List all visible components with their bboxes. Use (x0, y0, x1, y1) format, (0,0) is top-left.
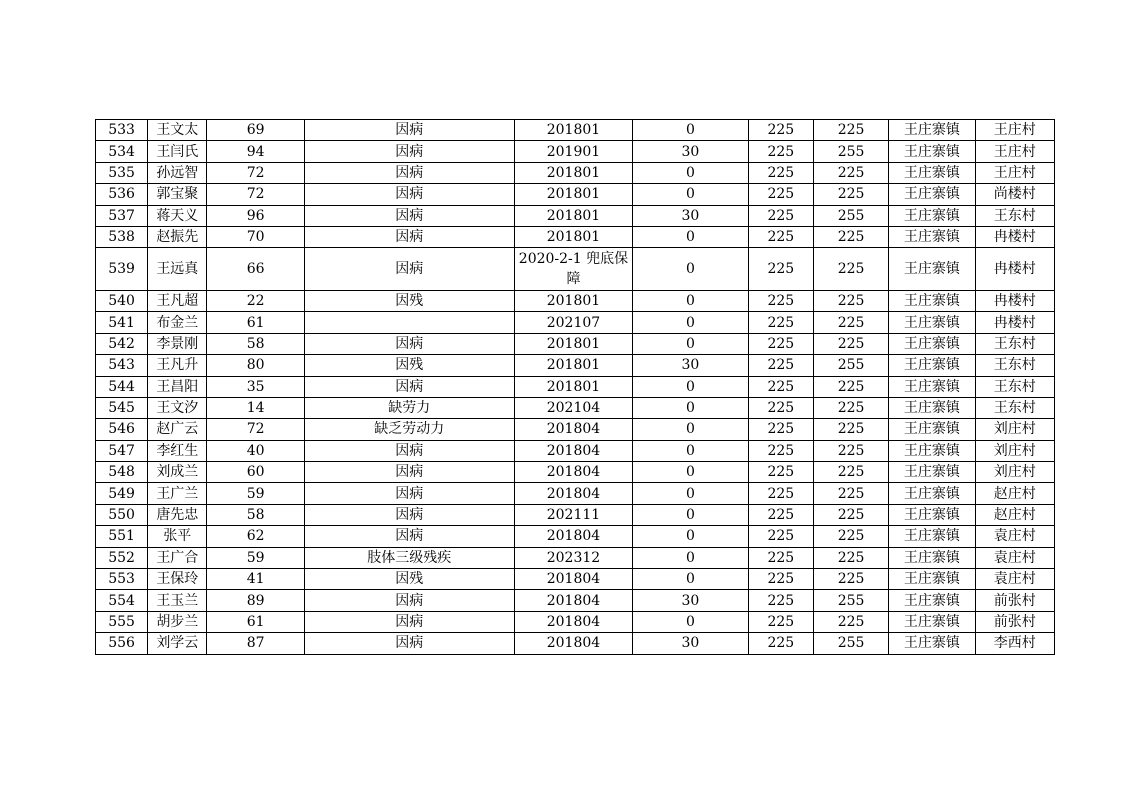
cell-name: 刘学云 (148, 633, 207, 654)
cell-reason: 因病 (304, 205, 514, 226)
table-row (96, 483, 1055, 504)
cell-start-date: 201801 (514, 162, 632, 183)
cell-village: 王东村 (975, 333, 1054, 354)
cell-extra-subsidy: 0 (633, 569, 748, 590)
cell-age: 80 (207, 355, 304, 376)
table-row (96, 397, 1055, 418)
cell-town: 王庄寨镇 (889, 504, 975, 525)
cell-total-amount: 225 (813, 226, 888, 247)
cell-name: 王文汐 (148, 397, 207, 418)
cell-reason: 因残 (304, 355, 514, 376)
cell-start-date: 201801 (514, 226, 632, 247)
cell-total-amount: 225 (813, 397, 888, 418)
cell-reason: 因病 (304, 611, 514, 632)
cell-number: 554 (96, 590, 148, 611)
cell-age: 61 (207, 312, 304, 333)
cell-village: 袁庄村 (975, 569, 1054, 590)
cell-total-amount: 225 (813, 569, 888, 590)
cell-town: 王庄寨镇 (889, 205, 975, 226)
cell-start-date: 201804 (514, 419, 632, 440)
cell-reason: 因病 (304, 141, 514, 162)
cell-extra-subsidy: 0 (633, 162, 748, 183)
cell-start-date: 201801 (514, 376, 632, 397)
cell-village: 李西村 (975, 633, 1054, 654)
cell-reason: 因病 (304, 440, 514, 461)
cell-age: 62 (207, 526, 304, 547)
cell-village: 前张村 (975, 611, 1054, 632)
cell-extra-subsidy: 0 (633, 419, 748, 440)
cell-reason: 因病 (304, 248, 514, 291)
cell-town: 王庄寨镇 (889, 397, 975, 418)
cell-town: 王庄寨镇 (889, 376, 975, 397)
cell-name: 刘成兰 (148, 462, 207, 483)
table-row (96, 184, 1055, 205)
table-row (96, 547, 1055, 568)
cell-reason: 因病 (304, 184, 514, 205)
cell-extra-subsidy: 0 (633, 462, 748, 483)
cell-start-date: 201801 (514, 333, 632, 354)
cell-start-date: 201804 (514, 526, 632, 547)
cell-name: 郭宝聚 (148, 184, 207, 205)
cell-base-amount: 225 (748, 290, 813, 311)
cell-base-amount: 225 (748, 483, 813, 504)
cell-extra-subsidy: 30 (633, 590, 748, 611)
cell-total-amount: 225 (813, 504, 888, 525)
table-row (96, 611, 1055, 632)
cell-name: 孙远智 (148, 162, 207, 183)
cell-total-amount: 255 (813, 355, 888, 376)
cell-extra-subsidy: 0 (633, 290, 748, 311)
cell-extra-subsidy: 0 (633, 312, 748, 333)
cell-base-amount: 225 (748, 226, 813, 247)
cell-name: 王玉兰 (148, 590, 207, 611)
cell-total-amount: 225 (813, 526, 888, 547)
cell-town: 王庄寨镇 (889, 569, 975, 590)
table-row (96, 504, 1055, 525)
table-row (96, 526, 1055, 547)
cell-total-amount: 225 (813, 419, 888, 440)
cell-number: 546 (96, 419, 148, 440)
cell-age: 22 (207, 290, 304, 311)
cell-extra-subsidy: 30 (633, 633, 748, 654)
cell-town: 王庄寨镇 (889, 141, 975, 162)
cell-base-amount: 225 (748, 462, 813, 483)
cell-start-date: 201801 (514, 290, 632, 311)
cell-age: 69 (207, 120, 304, 141)
cell-town: 王庄寨镇 (889, 483, 975, 504)
cell-village: 王东村 (975, 376, 1054, 397)
cell-total-amount: 255 (813, 205, 888, 226)
cell-age: 60 (207, 462, 304, 483)
cell-age: 14 (207, 397, 304, 418)
cell-extra-subsidy: 0 (633, 333, 748, 354)
cell-village: 袁庄村 (975, 547, 1054, 568)
cell-village: 王庄村 (975, 120, 1054, 141)
cell-total-amount: 225 (813, 248, 888, 291)
cell-base-amount: 225 (748, 312, 813, 333)
cell-reason: 因病 (304, 333, 514, 354)
cell-village: 冉楼村 (975, 290, 1054, 311)
cell-extra-subsidy: 0 (633, 440, 748, 461)
cell-name: 王广合 (148, 547, 207, 568)
cell-village: 冉楼村 (975, 248, 1054, 291)
cell-number: 551 (96, 526, 148, 547)
cell-number: 534 (96, 141, 148, 162)
cell-village: 冉楼村 (975, 226, 1054, 247)
cell-village: 王庄村 (975, 162, 1054, 183)
cell-village: 王庄村 (975, 141, 1054, 162)
table-row (96, 226, 1055, 247)
cell-reason: 因病 (304, 462, 514, 483)
cell-total-amount: 255 (813, 141, 888, 162)
cell-age: 61 (207, 611, 304, 632)
cell-total-amount: 225 (813, 547, 888, 568)
cell-start-date: 201804 (514, 569, 632, 590)
cell-base-amount: 225 (748, 141, 813, 162)
cell-name: 胡步兰 (148, 611, 207, 632)
cell-extra-subsidy: 0 (633, 184, 748, 205)
cell-total-amount: 225 (813, 312, 888, 333)
cell-base-amount: 225 (748, 611, 813, 632)
cell-base-amount: 225 (748, 120, 813, 141)
cell-age: 72 (207, 184, 304, 205)
cell-start-date: 201801 (514, 355, 632, 376)
cell-start-date: 201804 (514, 440, 632, 461)
cell-number: 542 (96, 333, 148, 354)
cell-name: 王文太 (148, 120, 207, 141)
cell-start-date: 202312 (514, 547, 632, 568)
cell-age: 70 (207, 226, 304, 247)
cell-name: 赵广云 (148, 419, 207, 440)
cell-number: 539 (96, 248, 148, 291)
table-row (96, 633, 1055, 654)
table-row (96, 333, 1055, 354)
cell-town: 王庄寨镇 (889, 419, 975, 440)
table-row (96, 355, 1055, 376)
cell-number: 545 (96, 397, 148, 418)
cell-extra-subsidy: 0 (633, 397, 748, 418)
cell-town: 王庄寨镇 (889, 590, 975, 611)
cell-village: 尚楼村 (975, 184, 1054, 205)
cell-base-amount: 225 (748, 440, 813, 461)
cell-town: 王庄寨镇 (889, 120, 975, 141)
cell-name: 赵振先 (148, 226, 207, 247)
cell-extra-subsidy: 0 (633, 248, 748, 291)
table-row (96, 205, 1055, 226)
cell-town: 王庄寨镇 (889, 355, 975, 376)
cell-number: 537 (96, 205, 148, 226)
cell-age: 87 (207, 633, 304, 654)
cell-number: 536 (96, 184, 148, 205)
cell-name: 布金兰 (148, 312, 207, 333)
cell-age: 35 (207, 376, 304, 397)
cell-number: 553 (96, 569, 148, 590)
cell-extra-subsidy: 0 (633, 226, 748, 247)
cell-number: 544 (96, 376, 148, 397)
cell-reason: 缺乏劳动力 (304, 419, 514, 440)
cell-reason: 因病 (304, 226, 514, 247)
cell-start-date: 201901 (514, 141, 632, 162)
cell-reason (304, 312, 514, 333)
table-row (96, 419, 1055, 440)
cell-extra-subsidy: 0 (633, 120, 748, 141)
cell-village: 冉楼村 (975, 312, 1054, 333)
cell-age: 59 (207, 547, 304, 568)
cell-number: 543 (96, 355, 148, 376)
cell-town: 王庄寨镇 (889, 611, 975, 632)
cell-start-date: 201804 (514, 611, 632, 632)
cell-number: 550 (96, 504, 148, 525)
cell-base-amount: 225 (748, 248, 813, 291)
cell-start-date: 201801 (514, 184, 632, 205)
cell-age: 72 (207, 162, 304, 183)
cell-base-amount: 225 (748, 569, 813, 590)
cell-start-date: 202104 (514, 397, 632, 418)
cell-total-amount: 225 (813, 462, 888, 483)
cell-start-date: 202111 (514, 504, 632, 525)
cell-age: 58 (207, 333, 304, 354)
cell-base-amount: 225 (748, 504, 813, 525)
cell-total-amount: 255 (813, 590, 888, 611)
cell-village: 王东村 (975, 397, 1054, 418)
cell-name: 王昌阳 (148, 376, 207, 397)
table-row (96, 162, 1055, 183)
cell-total-amount: 225 (813, 120, 888, 141)
cell-village: 刘庄村 (975, 419, 1054, 440)
cell-age: 66 (207, 248, 304, 291)
cell-start-date: 2020-2-1 兜底保障 (514, 248, 632, 291)
cell-extra-subsidy: 30 (633, 141, 748, 162)
cell-extra-subsidy: 0 (633, 611, 748, 632)
table-row (96, 569, 1055, 590)
cell-name: 王广兰 (148, 483, 207, 504)
table-body (96, 120, 1055, 655)
cell-extra-subsidy: 30 (633, 205, 748, 226)
table-row (96, 248, 1055, 291)
cell-town: 王庄寨镇 (889, 248, 975, 291)
cell-reason: 因病 (304, 483, 514, 504)
table-row (96, 440, 1055, 461)
cell-total-amount: 225 (813, 440, 888, 461)
cell-extra-subsidy: 0 (633, 547, 748, 568)
cell-base-amount: 225 (748, 547, 813, 568)
cell-number: 555 (96, 611, 148, 632)
cell-start-date: 201801 (514, 120, 632, 141)
cell-total-amount: 225 (813, 184, 888, 205)
cell-base-amount: 225 (748, 184, 813, 205)
cell-reason: 因残 (304, 569, 514, 590)
cell-number: 538 (96, 226, 148, 247)
cell-village: 前张村 (975, 590, 1054, 611)
cell-reason: 因病 (304, 162, 514, 183)
cell-extra-subsidy: 0 (633, 376, 748, 397)
cell-number: 548 (96, 462, 148, 483)
cell-village: 赵庄村 (975, 483, 1054, 504)
cell-start-date: 201804 (514, 590, 632, 611)
table-row (96, 376, 1055, 397)
cell-town: 王庄寨镇 (889, 333, 975, 354)
cell-base-amount: 225 (748, 397, 813, 418)
cell-base-amount: 225 (748, 376, 813, 397)
cell-village: 王东村 (975, 355, 1054, 376)
cell-total-amount: 225 (813, 162, 888, 183)
cell-total-amount: 225 (813, 290, 888, 311)
cell-total-amount: 225 (813, 376, 888, 397)
cell-extra-subsidy: 30 (633, 355, 748, 376)
cell-reason: 因病 (304, 376, 514, 397)
cell-base-amount: 225 (748, 333, 813, 354)
cell-extra-subsidy: 0 (633, 483, 748, 504)
cell-number: 556 (96, 633, 148, 654)
cell-village: 刘庄村 (975, 440, 1054, 461)
cell-base-amount: 225 (748, 590, 813, 611)
cell-start-date: 202107 (514, 312, 632, 333)
cell-town: 王庄寨镇 (889, 526, 975, 547)
cell-town: 王庄寨镇 (889, 547, 975, 568)
cell-name: 蒋天义 (148, 205, 207, 226)
cell-start-date: 201804 (514, 483, 632, 504)
cell-age: 89 (207, 590, 304, 611)
cell-number: 535 (96, 162, 148, 183)
table-row (96, 462, 1055, 483)
cell-age: 96 (207, 205, 304, 226)
cell-number: 547 (96, 440, 148, 461)
cell-reason: 因病 (304, 526, 514, 547)
table-row (96, 141, 1055, 162)
cell-age: 58 (207, 504, 304, 525)
cell-reason: 因病 (304, 633, 514, 654)
table-row (96, 590, 1055, 611)
cell-name: 唐先忠 (148, 504, 207, 525)
cell-base-amount: 225 (748, 162, 813, 183)
cell-name: 王远真 (148, 248, 207, 291)
cell-total-amount: 225 (813, 483, 888, 504)
cell-reason: 因病 (304, 504, 514, 525)
cell-name: 王凡升 (148, 355, 207, 376)
cell-number: 541 (96, 312, 148, 333)
cell-total-amount: 225 (813, 611, 888, 632)
cell-name: 李景刚 (148, 333, 207, 354)
cell-number: 533 (96, 120, 148, 141)
cell-village: 王东村 (975, 205, 1054, 226)
cell-total-amount: 255 (813, 633, 888, 654)
cell-base-amount: 225 (748, 355, 813, 376)
cell-reason: 肢体三级残疾 (304, 547, 514, 568)
cell-extra-subsidy: 0 (633, 504, 748, 525)
cell-name: 王保玲 (148, 569, 207, 590)
cell-town: 王庄寨镇 (889, 633, 975, 654)
cell-name: 张平 (148, 526, 207, 547)
cell-name: 王凡超 (148, 290, 207, 311)
cell-extra-subsidy: 0 (633, 526, 748, 547)
cell-village: 赵庄村 (975, 504, 1054, 525)
cell-reason: 因病 (304, 590, 514, 611)
cell-town: 王庄寨镇 (889, 462, 975, 483)
beneficiary-table (95, 119, 1055, 655)
cell-name: 王闫氏 (148, 141, 207, 162)
cell-start-date: 201804 (514, 462, 632, 483)
table-row (96, 312, 1055, 333)
cell-reason: 因残 (304, 290, 514, 311)
cell-village: 刘庄村 (975, 462, 1054, 483)
cell-town: 王庄寨镇 (889, 312, 975, 333)
cell-village: 袁庄村 (975, 526, 1054, 547)
cell-age: 94 (207, 141, 304, 162)
cell-number: 549 (96, 483, 148, 504)
cell-start-date: 201801 (514, 205, 632, 226)
cell-reason: 因病 (304, 120, 514, 141)
cell-base-amount: 225 (748, 205, 813, 226)
cell-town: 王庄寨镇 (889, 440, 975, 461)
cell-reason: 缺劳力 (304, 397, 514, 418)
table-row (96, 120, 1055, 141)
cell-number: 552 (96, 547, 148, 568)
cell-base-amount: 225 (748, 633, 813, 654)
cell-number: 540 (96, 290, 148, 311)
cell-town: 王庄寨镇 (889, 162, 975, 183)
cell-age: 40 (207, 440, 304, 461)
cell-town: 王庄寨镇 (889, 184, 975, 205)
table-row (96, 290, 1055, 311)
cell-total-amount: 225 (813, 333, 888, 354)
cell-base-amount: 225 (748, 526, 813, 547)
cell-town: 王庄寨镇 (889, 226, 975, 247)
cell-age: 59 (207, 483, 304, 504)
cell-age: 72 (207, 419, 304, 440)
cell-base-amount: 225 (748, 419, 813, 440)
cell-age: 41 (207, 569, 304, 590)
cell-start-date: 201804 (514, 633, 632, 654)
cell-town: 王庄寨镇 (889, 290, 975, 311)
cell-name: 李红生 (148, 440, 207, 461)
